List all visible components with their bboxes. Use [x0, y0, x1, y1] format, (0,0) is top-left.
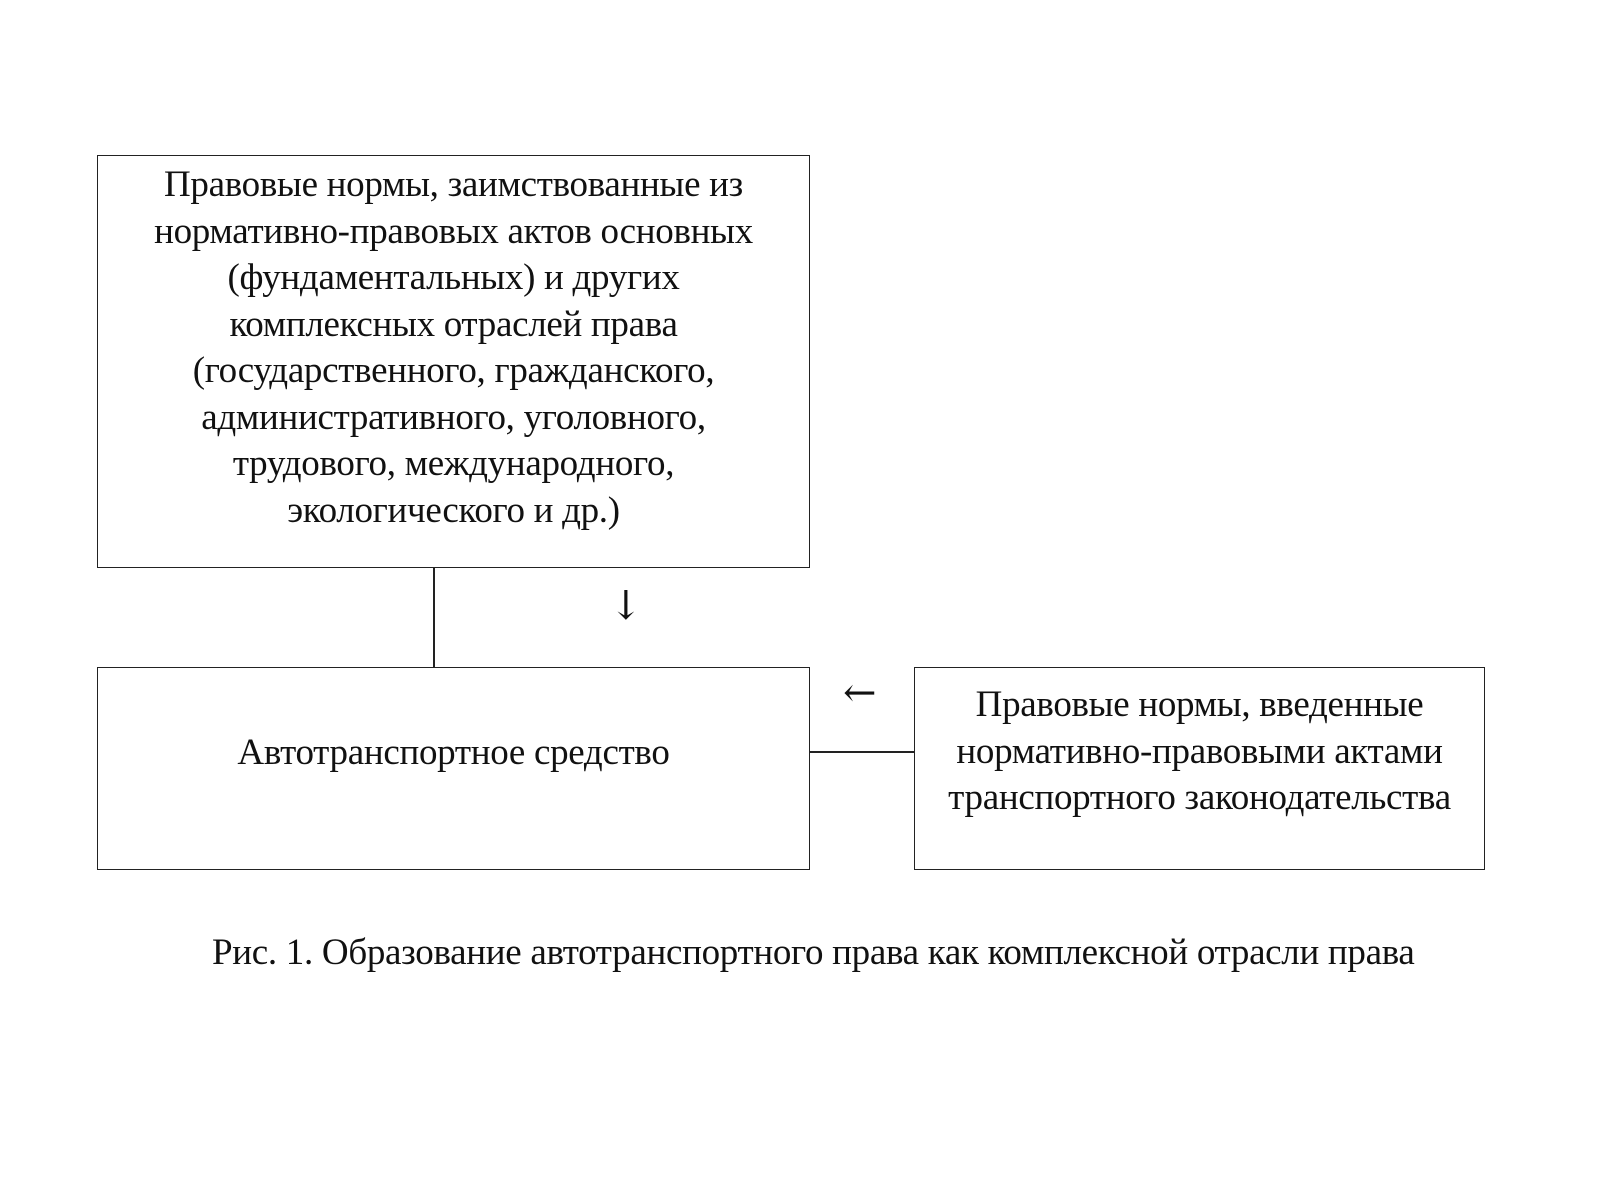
right-box-text	[915, 682, 1484, 822]
top-box-line: комплексных отраслей права	[229, 303, 678, 345]
top-box	[97, 155, 810, 568]
right-box-line: транспортного законодательства	[948, 777, 1451, 818]
right-box-line: Правовые нормы, введенные	[975, 684, 1424, 725]
top-box-line: трудового, международного,	[232, 443, 675, 484]
top-box-line: нормативно-правовых актов основных	[154, 210, 753, 252]
top-box-line: Правовые нормы, заимствованные из	[164, 164, 743, 205]
top-box-line: (фундаментальных) и других	[227, 257, 680, 298]
top-box-text	[98, 162, 809, 534]
center-box	[97, 667, 810, 870]
right-box-line: нормативно-правовыми актами	[956, 730, 1443, 772]
down-arrow-icon: ↓	[609, 583, 643, 629]
center-box-label: Автотранспортное средство	[237, 732, 670, 773]
top-box-line: административного, уголовного,	[201, 396, 706, 438]
top-box-line: экологического и др.)	[287, 489, 620, 531]
horizontal-connector-line	[809, 751, 915, 753]
top-box-line: (государственного, гражданского,	[192, 350, 715, 391]
vertical-connector-line	[433, 567, 435, 668]
figure-caption: Рис. 1. Образование автотранспортного права как комплексной отрасли права	[212, 932, 1415, 973]
left-arrow-icon: ←	[843, 670, 877, 716]
right-box	[914, 667, 1485, 870]
